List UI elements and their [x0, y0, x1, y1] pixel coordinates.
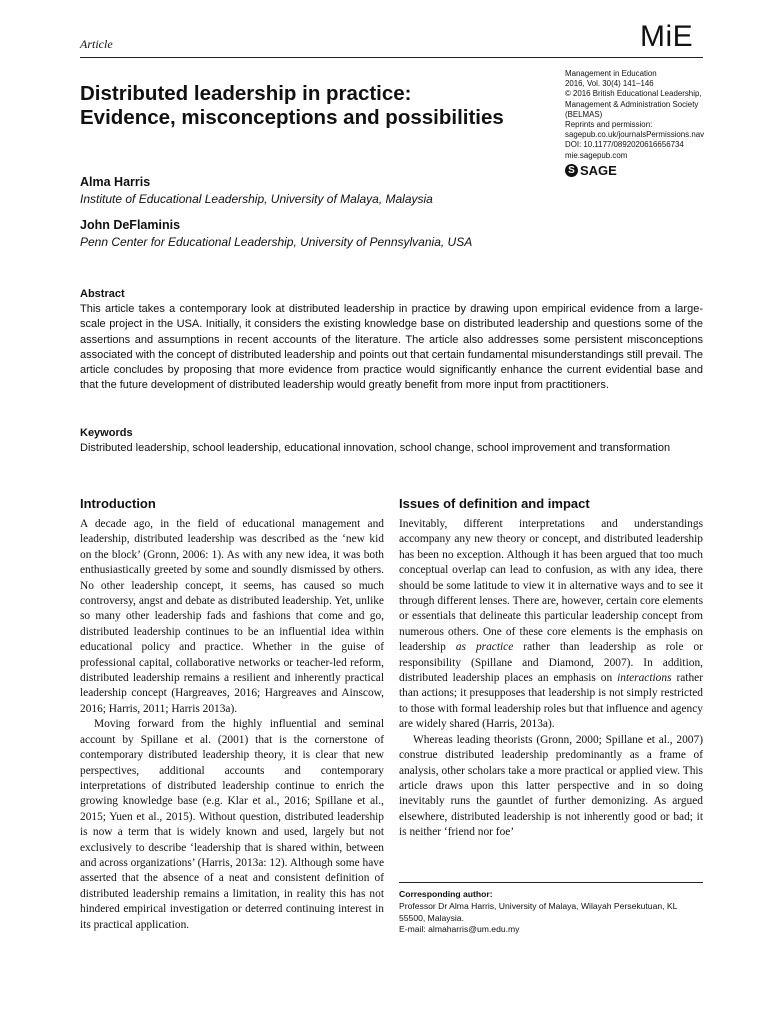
author-affiliation: Institute of Educational Leadership, University of Malaya, Malaysia [80, 192, 433, 206]
meta-line: 2016, Vol. 30(4) 141–146 [565, 79, 654, 89]
corresponding-author-note [399, 889, 703, 936]
meta-line: mie.sagepub.com [565, 150, 628, 160]
emphasis-text: as practice [455, 641, 514, 654]
paragraph [399, 517, 703, 733]
sage-s-icon: S [565, 164, 578, 177]
meta-line: sagepub.co.uk/journalsPermissions.nav [565, 130, 705, 140]
text-run: Inevitably, different interpretations and understandings accompany any new theory or concept, and distributed leadership has been no exception. Although it has been argued that too much conceptual overlap can lead to confusion, as with any idea, there should be some latitude to view it in alternative ways and to see it through different lenses. There are, however, certain core elements or essentials that delineate this particular leadership concept from numerous others. One of these core elements is the emphasis on leadership [399, 518, 703, 654]
emphasis-text: interactions [617, 672, 672, 685]
paragraph: A decade ago, in the field of educational management and leadership, distributed leadership was described as the ‘new kid on the block’ (Gronn, 2006: 1). As with any new idea, it was both enthusiastically greeted by some and soundly dismissed by others. No other leadership concept, it seems, has caused so much controversy, angst and debate as distributed leadership. Yet, unlike so many other leadership fads and fashions that come and go, distributed leadership continues to be an influential idea within educational policy and practice. Whether in the guise of professional capital, collaborative networks or teacher-led reform, distributed leadership remains a resilient and inherently practical leadership concept (Hargreaves, 2016; Hargreaves and Ainscow, 2016; Harris, 2011; Harris 2013a). [80, 518, 384, 715]
meta-line: DOI: 10.1177/0892020616656734 [565, 140, 684, 150]
author-name: John DeFlaminis [80, 218, 181, 232]
footnote-email: E-mail: almaharris@um.edu.my [399, 924, 520, 935]
title-line: Evidence, misconceptions and possibilities [80, 106, 504, 129]
meta-line: Management in Education [565, 69, 657, 78]
keywords-heading: Keywords [80, 427, 133, 439]
footnote-address: Professor Dr Alma Harris, University of Malaya, Wilayah Persekutuan, KL 55500, Malaysia. [399, 900, 678, 923]
header-rule [80, 57, 703, 58]
abstract-text: This article takes a contemporary look at distributed leadership in practice by drawing upon empirical evidence from a large-scale project in the USA. Initially, it considers the existing knowledge base on distributed leadership and questions some of the assertions and assumptions in recent accounts of the literature. The article also addresses some persistent misconceptions associated with the concept of distributed leadership and points out that certain fundamental misunderstandings still prevail. The article concludes by proposing that more evidence from practice would significantly enhance the current evidential base and that the future development of distributed leadership would greatly benefit from more input from practitioners. [80, 303, 703, 392]
meta-line: Reprints and permission: [565, 120, 653, 130]
author-affiliation: Penn Center for Educational Leadership, University of Pennsylvania, USA [80, 235, 473, 249]
issues-body [399, 517, 703, 841]
publication-meta [565, 69, 725, 161]
title-line: Distributed leadership in practice: [80, 82, 412, 105]
publisher-logo-text: SAGE [580, 163, 617, 178]
publisher-logo [565, 163, 617, 178]
introduction-heading: Introduction [80, 496, 156, 511]
article-title [80, 82, 550, 130]
meta-line: Management & Administration Society [565, 99, 699, 109]
text-run: rather than actions; it presupposes that leadership is not simply restricted to those with formal leadership roles but that influence and agency are widely shared (Harris, 2013a). [399, 672, 703, 731]
footnote-rule [399, 882, 703, 883]
meta-line: (BELMAS) [565, 109, 603, 119]
paragraph: Moving forward from the highly influential and seminal account by Spillane et al. (2001) that is the cornerstone of contemporary distributed leadership theory, it is clear that new perspectives, additional accounts and contemporary interpretations of distributed leadership continue to enrich the growing knowledge base (e.g. Klar et al., 2016; Spillane et al., 2015; Yuen et al., 2015). Without question, distributed leadership is now a term that is widely known and used, largely but not exclusively to describe ‘leadership that is shared within, between and across organizations’ (Harris, 2013a: 12). Although some have asserted that the absence of a neat and consistent definition of distributed leadership remains a limitation, in reality this has not hindered empirical investigation or deterred continuing interest in its practical application. [80, 718, 384, 931]
paragraph: Whereas leading theorists (Gronn, 2000; Spillane et al., 2007) construe distributed leadership predominantly as a frame of analysis, other scholars take a more practical or applied view. This article draws upon this latter perspective and in so doing inevitably runs the gauntlet of further demonizing. As argued elsewhere, distributed leadership is not inherently good or bad; it is neither ‘friend nor foe’ [399, 733, 703, 839]
issues-heading: Issues of definition and impact [399, 496, 590, 511]
introduction-body [80, 517, 384, 933]
meta-line: © 2016 British Educational Leadership, [565, 89, 702, 99]
author-name: Alma Harris [80, 175, 151, 189]
journal-logo: MiE [640, 20, 694, 53]
keywords-text: Distributed leadership, school leadership, educational innovation, school change, school improvement and transformation [80, 442, 671, 454]
abstract-heading: Abstract [80, 288, 125, 300]
text-run: rather than leadership as role or responsibility (Spillane and Diamond, 2007). In addition, distributed leadership places an emphasis on [399, 641, 704, 685]
footnote-label: Corresponding author: [399, 889, 493, 899]
article-type-label: Article [80, 37, 113, 51]
